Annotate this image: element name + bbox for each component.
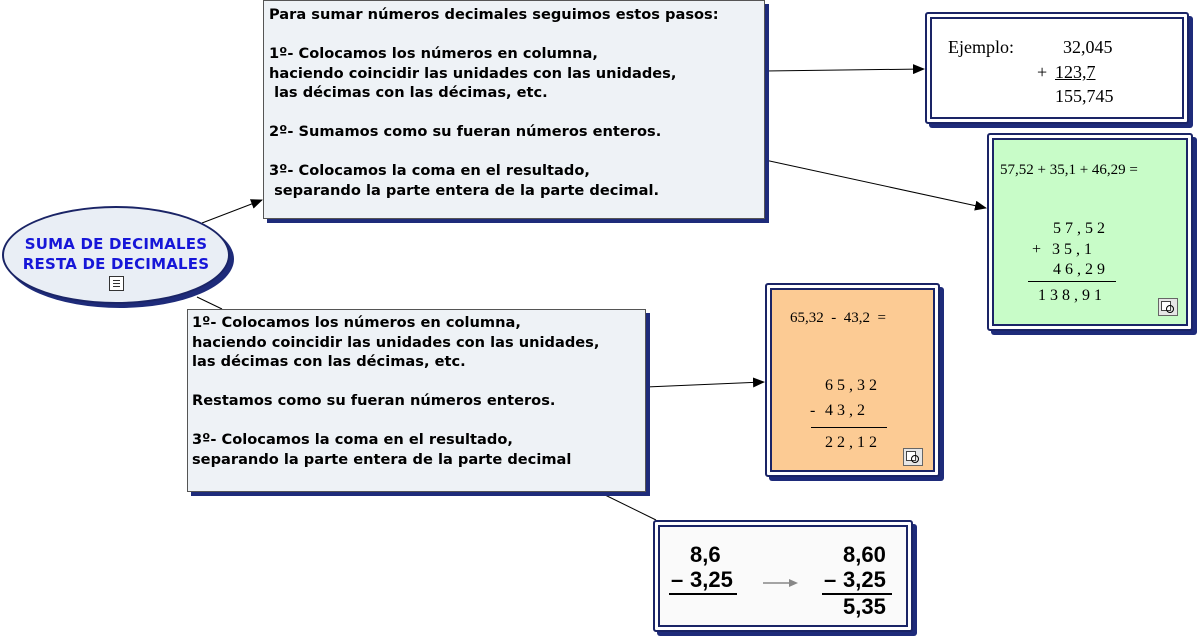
resta-image-box[interactable] <box>653 520 913 632</box>
resta-image-a-minus: – <box>671 567 684 592</box>
ejemplo-result: 155,745 <box>1055 86 1114 106</box>
suma-steps-box[interactable] <box>263 0 765 219</box>
resta-row-1: 6 5 , 3 2 <box>825 377 877 394</box>
topic-line-1: SUMA DE DECIMALES <box>24 235 208 253</box>
resta-image-b1: 8,60 <box>843 542 886 567</box>
suma-example-panel <box>992 138 1188 326</box>
resta-example-box[interactable] <box>765 283 940 477</box>
document-icon[interactable] <box>109 276 124 291</box>
resta-step-line: Restamos como su fueran números enteros. <box>192 392 556 409</box>
resta-steps-box[interactable] <box>187 309 646 492</box>
link-topic-to-suma <box>202 200 262 223</box>
suma-result: 1 3 8 , 9 1 <box>1038 287 1102 304</box>
topic-line-2: RESTA DE DECIMALES <box>22 255 210 273</box>
suma-row-1: 5 7 , 5 2 <box>1053 220 1105 237</box>
resta-step-line: haciendo coincidir las unidades con las unidades, <box>192 333 600 351</box>
resta-image-b-minus: – <box>824 567 837 592</box>
resta-sign: - <box>810 402 816 419</box>
resta-image-b2: 3,25 <box>843 567 886 592</box>
suma-step-line <box>269 142 764 162</box>
resta-step-line: separando la parte entera de la parte decimal <box>192 450 572 468</box>
suma-equation: 57,52 + 35,1 + 46,29 = <box>1000 162 1138 178</box>
resta-step-line: las décimas con las décimas, etc. <box>192 353 466 370</box>
ejemplo-number-2: 123,7 <box>1055 62 1096 82</box>
suma-sign: + <box>1032 241 1042 258</box>
suma-step-line: las décimas con las décimas, etc. <box>269 84 548 101</box>
suma-step-line <box>269 25 764 45</box>
suma-step-line: Para sumar números decimales seguimos estos pasos: <box>269 6 719 23</box>
resta-equation: 65,32 - 43,2 = <box>790 310 886 326</box>
resta-image-b3: 5,35 <box>843 594 886 619</box>
ejemplo-label: Ejemplo: <box>948 37 1014 57</box>
suma-result-line <box>1028 281 1116 282</box>
ejemplo-plus: + <box>1037 62 1048 82</box>
resta-row-2: 4 3 , 2 <box>825 402 865 419</box>
zoom-icon[interactable] <box>903 448 923 466</box>
resta-result-line <box>811 427 887 428</box>
resta-step-line: 3º- Colocamos la coma en el resultado, <box>192 431 513 448</box>
resta-image-panel <box>658 525 908 627</box>
suma-row-3: 4 6 , 2 9 <box>1053 261 1105 278</box>
resta-step-line <box>192 411 645 431</box>
central-topic[interactable] <box>2 206 230 304</box>
resta-image-a1: 8,6 <box>690 542 721 567</box>
zoom-icon[interactable] <box>1158 298 1178 316</box>
suma-step-line: separando la parte entera de la parte decimal. <box>269 181 660 199</box>
ejemplo-box[interactable] <box>925 12 1189 124</box>
resta-example-panel <box>770 288 935 472</box>
resta-step-line <box>192 372 645 392</box>
arrow-right-icon <box>763 578 799 588</box>
link-topic-to-resta <box>197 297 222 309</box>
link-resta-to-orange <box>646 382 764 387</box>
link-resta-to-image <box>601 493 656 520</box>
link-suma-to-ejemplo <box>765 69 924 71</box>
suma-row-2: 3 5 , 1 <box>1052 241 1092 258</box>
resta-result: 2 2 , 1 2 <box>825 434 877 451</box>
ejemplo-number-1: 32,045 <box>1063 37 1113 57</box>
suma-step-line: 1º- Colocamos los números en columna, <box>269 45 598 62</box>
resta-image-a-line <box>669 593 737 595</box>
suma-step-line <box>269 103 764 123</box>
suma-step-line: 2º- Sumamos como su fueran números enteros. <box>269 123 662 140</box>
resta-step-line: 1º- Colocamos los números en columna, <box>192 314 521 331</box>
resta-image-a2: 3,25 <box>690 567 733 592</box>
suma-step-line: haciendo coincidir las unidades con las unidades, <box>269 64 677 82</box>
suma-step-line: 3º- Colocamos la coma en el resultado, <box>269 162 590 179</box>
link-suma-to-green <box>765 160 986 208</box>
suma-example-box[interactable] <box>987 133 1193 331</box>
